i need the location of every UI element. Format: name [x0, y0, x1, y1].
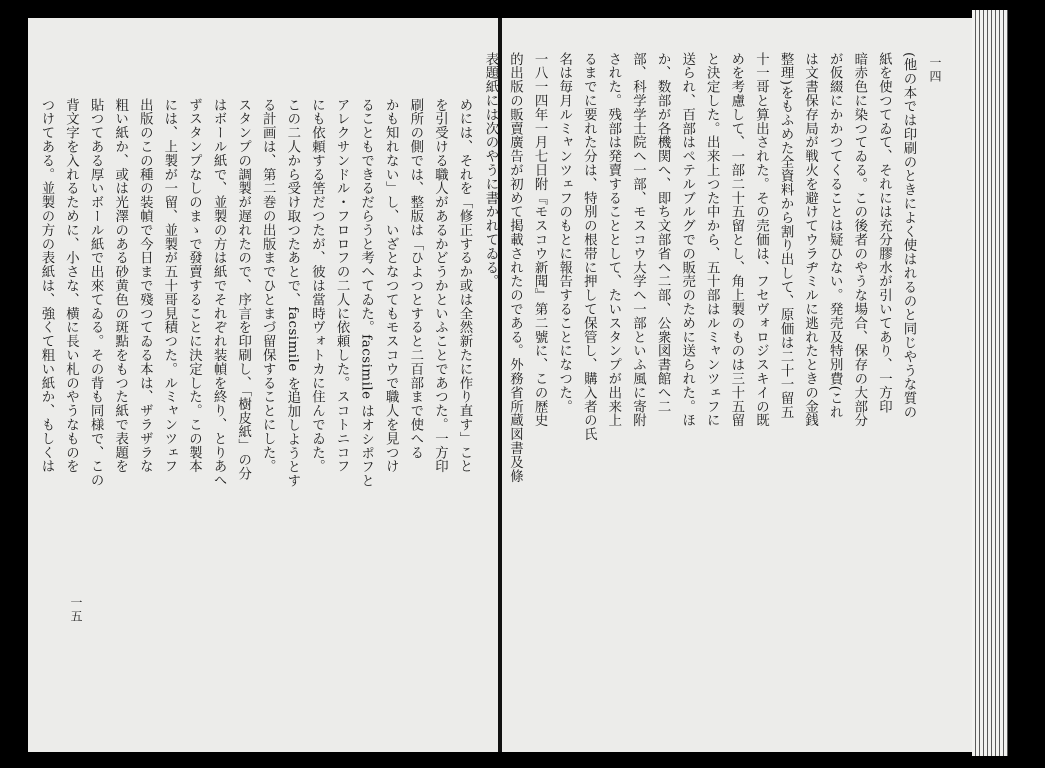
right-page	[482, 18, 972, 752]
left-page	[28, 18, 498, 752]
book-fore-edge	[972, 10, 1008, 756]
left-page-number: 一五	[69, 596, 83, 624]
right-page-number: 一四	[928, 56, 942, 84]
right-page-body-text: (他の本では印刷のときによく使はれるのと同じやうな質の 紙を使つてゐて、それには充分膠水が引いてあり、一方印 暗赤色に染つてゐる。この後者のやうな場合、保存の大部分 が仮綴にかかつてくることは疑ひない。発売及特別費(これ は文書保存局が戦火を避けてウラヂミルに逃れたときの金銭 整理)をもふめた全資料から割り出して、原価は二十一留五 十一哥と算出された。その売価は、フセヴォロジスキイの既 めを考慮して、一部二十五留とし、角上製のものは三十五留 と決定した。出来上つた中から、五十部はルミャンツェフに 送られ、百部はペテルブルグでの販売のために送られた。ほ か、数部が各機関へ、即ち文部省へ二部、公衆図書館へ二 部、科学学士院へ一部、モスコウ大学へ一部といふ風に寄附 された。残部は発賣することとして、たいスタンプが出来上 るまでに要れた分は、特別の根帯に押して保管し、購入者の氏 名は毎月ルミャンツェフのもとに報告することになつた。 一八一四年一月七日附『モスコウ新聞』第二號に、この歴史 的出版の販賣廣告が初めて掲載されたのである。外務省所蔵図書及條 表題紙には次のやうに書かれてゐる。	[482, 52, 916, 483]
left-page-body-text: めには、それを「修正するか或は全然新たに作り直す」こと を引受ける職人があるかどうかといふことであつた。一方印 刷所の側では、整版は「ひよつとすると二百部まで使へる かも知れない」し、いざとなつてもモスコウで職人を見つけ ることもできるだらうと考へてゐた。facsimile はオシポフと アレクサンドル・フロロフの二人に依頼した。スコトニコフ にも依頼する筈だつたが、彼は當時ヴォトカに住んでゐた。 この二人から受け取つたあとで、facsimile を追加しようとす る計画は、第二巻の出版までひとまづ留保することにした。 スタンプの調製が遅れたので、序言を印刷し、「樹皮紙」の分 はボール紙で、並製の方は紙でそれぞれ装幀を終り、とりあへ ずスタンプなしのまゝで發賣することに決定した。この製本 には、上製が一留、並製が五十哥見積つた。ルミャンツェフ 出版のこの種の装幀で今日まで殘つてゐる本は、ザラザラな 粗い紙か、或は光澤のある砂黄色の斑點をもつた紙で表題を 貼つてある厚いボール紙で出來てゐる。その背も同様で、この 背文字を入れるために、小さな、横に長い札のやうなものを つけてある。並製の方の表紙は、強くて粗い紙か、もしくは	[38, 98, 472, 488]
